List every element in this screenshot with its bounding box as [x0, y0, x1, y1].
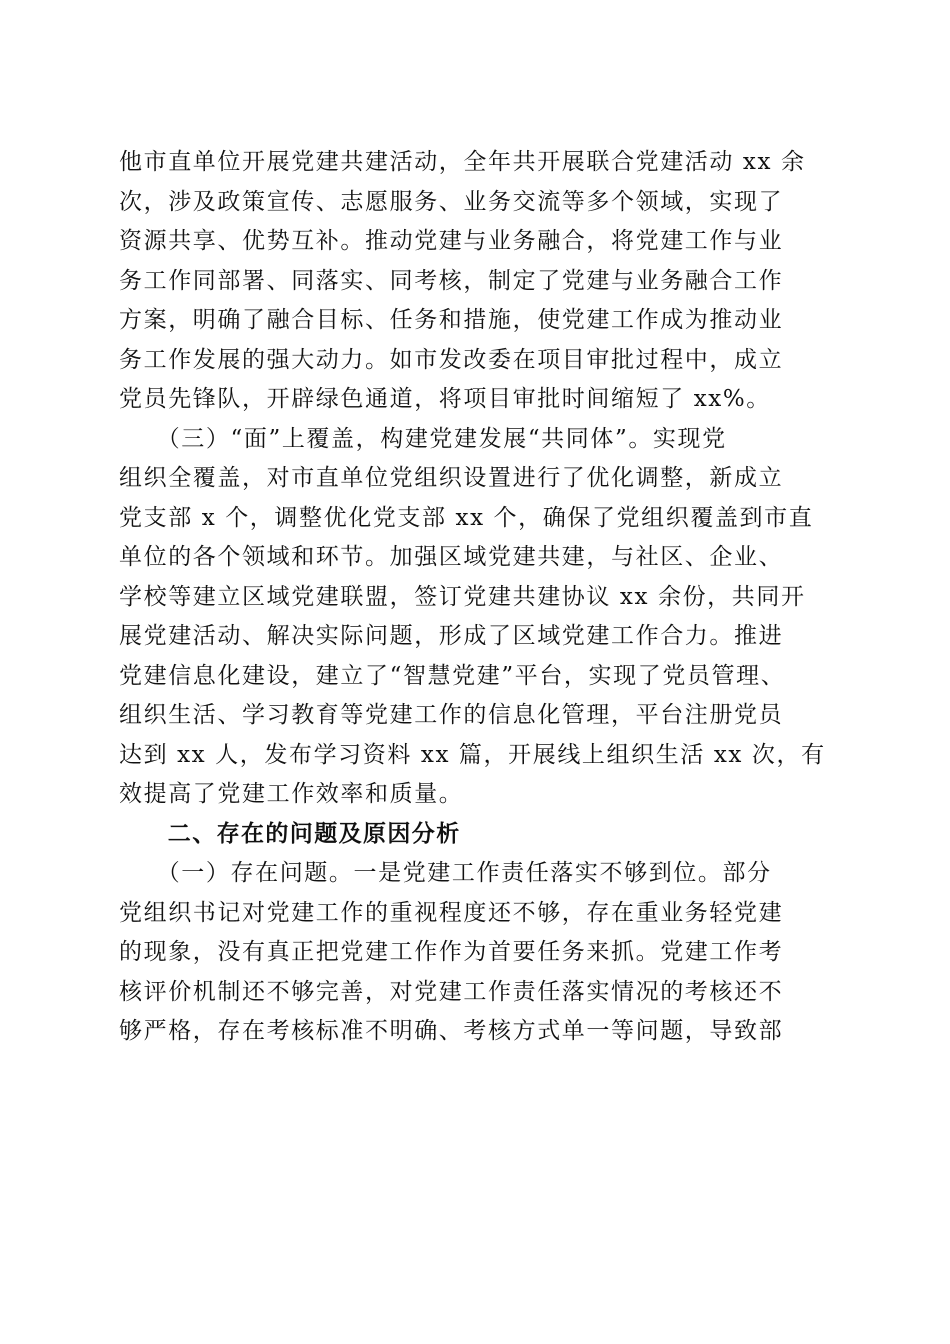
text-line: 党建信息化建设，建立了“智慧党建”平台，实现了党员管理、: [119, 662, 786, 689]
text-line: 组织全覆盖，对市直单位党组织设置进行了优化调整，新成立: [119, 465, 784, 491]
text-line: 核评价机制还不够完善，对党建工作责任落实情况的考核还不: [119, 978, 784, 1005]
text-line: 够严格，存在考核标准不明确、考核方式单一等问题，导致部: [119, 1018, 784, 1044]
text-line: 务工作同部署、同落实、同考核，制定了党建与业务融合工作: [119, 267, 784, 294]
body-text: [119, 143, 831, 1052]
section-heading: 二、存在的问题及原因分析: [119, 820, 461, 847]
text-line: 达到 xx 人，发布学习资料 xx 篇，开展线上组织生活 xx 次，有: [119, 741, 826, 768]
text-line: 党支部 x 个，调整优化党支部 xx 个，确保了党组织覆盖到市直: [119, 504, 814, 531]
text-line: 效提高了党建工作效率和质量。: [119, 781, 464, 807]
text-line: 次，涉及政策宣传、志愿服务、业务交流等多个领域，实现了: [119, 188, 784, 215]
text-line: 展党建活动、解决实际问题，形成了区域党建工作合力。推进: [119, 623, 784, 649]
text-line: 方案，明确了融合目标、任务和措施，使党建工作成为推动业: [119, 307, 784, 333]
text-line: 他市直单位开展党建共建活动，全年共开展联合党建活动 xx 余: [119, 149, 806, 175]
text-line: 学校等建立区域党建联盟，签订党建共建协议 xx 余份，共同开: [119, 583, 806, 610]
text-line: 党组织书记对党建工作的重视程度还不够，存在重业务轻党建: [119, 899, 784, 926]
text-line: 的现象，没有真正把党建工作作为首要任务来抓。党建工作考: [119, 939, 784, 965]
text-line: （三）“面”上覆盖，构建党建发展“共同体”。实现党: [119, 425, 727, 452]
text-line: （一）存在问题。一是党建工作责任落实不够到位。部分: [119, 860, 772, 886]
text-line: 务工作发展的强大动力。如市发改委在项目审批过程中，成立: [119, 346, 784, 373]
text-line: 资源共享、优势互补。推动党建与业务融合，将党建工作与业: [119, 228, 784, 254]
text-line: 组织生活、学习教育等党建工作的信息化管理，平台注册党员: [119, 702, 784, 728]
text-line: 单位的各个领域和环节。加强区域党建共建，与社区、企业、: [119, 544, 784, 570]
text-line: 党员先锋队，开辟绿色通道，将项目审批时间缩短了 xx%。: [119, 386, 771, 412]
